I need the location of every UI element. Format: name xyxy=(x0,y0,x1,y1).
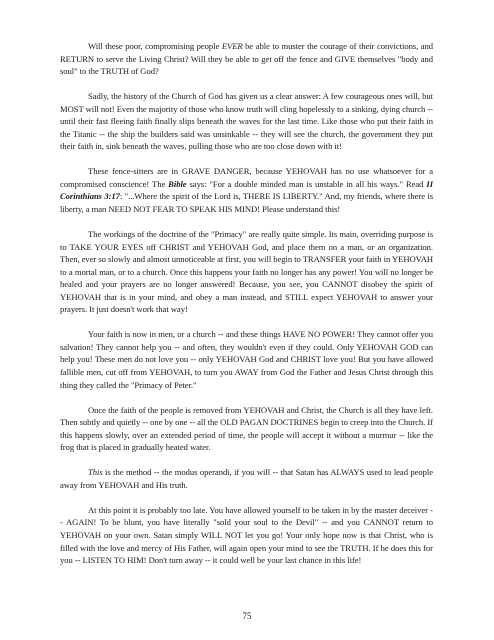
body-text xyxy=(60,40,433,579)
emphasis-text: EVER xyxy=(221,41,243,51)
paragraph-text: Your faith is now in men, or a church -- and these things HAVE NO POWER! They cannot offer you salvation! They cannot help you -- and often, they wouldn't even if they could. Only YEHOVAH GOD can help you! These men do not love you -- only YEHOVAH God and CHRIST love you! But you have allowed fallible men, cut off from YEHOVAH, to turn you AWAY from God the Father and Jesus Christ through this thing they called the "Primacy of Peter." xyxy=(60,329,433,390)
paragraph-text: Will these poor, compromising people xyxy=(88,41,222,51)
emphasis-text: Bible xyxy=(168,178,187,189)
paragraph-text: says: "For a double minded man is unstable in all his ways." Read xyxy=(186,178,427,189)
paragraph-text: : "...Where the spirit of the Lord is, THERE IS LIBERTY." And, my friends, where there is liberty, a man NEED NOT FEAR TO SPEAK HIS MIND! Please understand this! xyxy=(60,191,433,215)
paragraph-text: be able to muster the courage of their convictions, and RETURN to serve the Living Christ? Will they be able to get off the fence and GIVE themselves "body and soul" to the TRUTH of God? xyxy=(60,41,434,77)
paragraph xyxy=(60,90,433,153)
emphasis-text: This xyxy=(88,467,103,478)
paragraph xyxy=(60,504,433,567)
paragraph xyxy=(60,40,433,78)
paragraph xyxy=(60,228,433,316)
paragraph-text: At this point it is probably too late. You have allowed yourself to be taken in by the master deceiver -- AGAIN! To be blunt, you have literally "sold your soul to the Devil" -- and you CANNOT return to YEHOVAH on your own. Satan simply WILL NOT let you go! Your only hope now is that Christ, who is filled with the love and mercy of His Father, will again open your mind to see the TRUTH. If he does this for you -- LISTEN TO HIM! Don't turn away -- it could well be your last chance in this life! xyxy=(60,504,433,566)
paragraph xyxy=(60,165,433,215)
emphasis-text: II Corinthians 3:17 xyxy=(60,178,433,202)
paragraph xyxy=(60,404,433,454)
paragraph-text: Once the faith of the people is removed from YEHOVAH and Christ, the Church is all they have left. Then subtly and quietly -- one by one -- all the OLD PAGAN DOCTRINES begin to creep into the Church. If this happens slowly, over an extended period of time, the people will accept it without a murmur -- like the frog that is placed in gradually heated water. xyxy=(60,404,433,453)
paragraph-text: The workings of the doctrine of the "Primacy" are really quite simple. Its main, overriding purpose is to TAKE YOUR EYES off CHRIST and YEHOVAH God, and place them on a man, or an organization. Then, ever so slowly and almost unnoticeable at first, you will begin to TRANSFER your faith in YEHOVAH to a mortal man, or to a church. Once this happens your faith no longer has any power! You will no longer be healed and your prayers are no longer answered! Because, you see, you CANNOT disobey the spirit of YEHOVAH that is in your mind, and obey a man instead, and STILL expect YEHOVAH to answer your prayers. It just doesn't work that way! xyxy=(60,229,434,315)
page-number: 75 xyxy=(242,611,252,621)
paragraph-text: is the method -- the modus operandi, if you will -- that Satan has ALWAYS used to lead people away from YEHOVAH and His truth. xyxy=(60,467,433,490)
paragraph-text: These fence-sitters are in GRAVE DANGER, because YEHOVAH has no use whatsoever for a compromised conscience! The xyxy=(60,166,433,189)
paragraph xyxy=(60,328,433,391)
paragraph-text: Sadly, the history of the Church of God has given us a clear answer: A few courageous ones will, but MOST will not! Even the majority of those who know truth will cling hopelessly to a sinking, dying church -- until their fast fleeing faith finally slips beneath the waves for the last time. Like those who put their faith in the Titanic -- the ship the builders said was unsinkable -- they will see the church, the government they put their faith in, sink beneath the waves, pulling those who are too close down with it! xyxy=(60,91,433,152)
paragraph xyxy=(60,466,433,491)
